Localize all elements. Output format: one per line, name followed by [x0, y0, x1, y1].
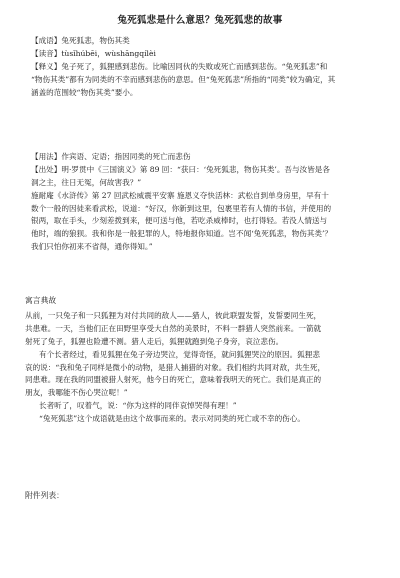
story-line: 射死了兔子，狐狸也险遭不测。猎人走后，狐狸就跑到兔子身旁，哀泣悲伤。	[25, 336, 284, 346]
appendix-label: 附件列表：	[25, 491, 64, 500]
story-line: 有个长者经过，看见狐狸在兔子旁边哭泣，觉得奇怪，就问狐狸哭泣的原因。狐狸悲	[39, 349, 320, 359]
story-line: 同患难。现在我的同盟被猎人射死，他今日的死亡，意味着我明天的死亡。我们是真正的	[25, 375, 322, 385]
document-title: 兔死狐悲是什么意思？兔死狐悲的故事	[117, 15, 283, 26]
story-line: “兔死狐悲”这个成语就是由这个故事而来的。表示对同类的死亡或不幸的伤心。	[39, 414, 305, 424]
story-line: 从前，一只兔子和一只狐狸为对付共同的敌人——猎人，彼此联盟发誓，发誓要同生死，	[25, 311, 322, 320]
definition-line: “物伤其类”都有为同类的不幸而感到悲伤的意思。但“兔死狐悲”所指的“同类”较为确定，其	[31, 74, 336, 84]
source-line: 银两，取在手头，少刻差拨到来，便可送与他，若吃杀威棒时，也打得轻。若没人情送与	[31, 216, 328, 226]
source-line: 【出处】明·罗贯中《三国演义》第 89 回：“获曰：‘兔死狐悲，物伤其类’。吾与汝皆是各	[31, 164, 330, 174]
story-line: 共患难。一天，当他们正在田野里享受大自然的美景时，不料一群猎人突然前来。一箭就	[25, 323, 322, 333]
usage-line: 【用法】作宾语、定语；指因同类的死亡而悲伤	[31, 152, 191, 161]
story-line: 哀的说：“我和兔子同样是微小的动物，是猎人捕猎的对象。我们相约共同对敌，共生死，	[25, 362, 326, 372]
story-heading: 寓言典故	[25, 296, 57, 305]
story-line: 朋友，我哪能不伤心哭泣呢！”	[25, 388, 128, 398]
source-line: 洞之主，往日无冤，何故害我？”	[31, 177, 142, 187]
entry-section	[31, 35, 373, 99]
idiom-line: 【成语】兔死狐悲，物伤其类	[31, 36, 130, 45]
source-line: 他时，端的狼狈。我和你是一般犯罪的人，特地报你知道。岂不闻‘兔死狐悲，物伤其类’？	[31, 229, 332, 239]
pronunciation-line: 【读音】tùsǐhúbēi，wùshāngqílèi	[31, 48, 156, 58]
source-line: 我们只怕你初来不省得，通你得知。”	[31, 242, 153, 252]
definition-line: 【释义】兔子死了，狐狸感到悲伤。比喻因同伙的失败或死亡而感到悲伤。“兔死狐悲”和	[31, 61, 328, 71]
definition-line: 涵盖的范围较“物伤其类”要小。	[31, 87, 138, 97]
story-line: 长者听了，叹着气，说：“你为这样的同伴哀悼哭得有理！”	[39, 401, 237, 411]
source-line: 数个一般的因徒来看武松，说道：“好汉，你新到这里，包裹里若有人情的书信，并使用的	[31, 203, 332, 213]
usage-section	[31, 151, 373, 254]
story-section	[25, 310, 375, 426]
source-line: 施耐庵《水浒传》第 27 回武松威震平安寨 施恩义夺快活林：武松自到单身房里，早有十	[31, 190, 329, 200]
